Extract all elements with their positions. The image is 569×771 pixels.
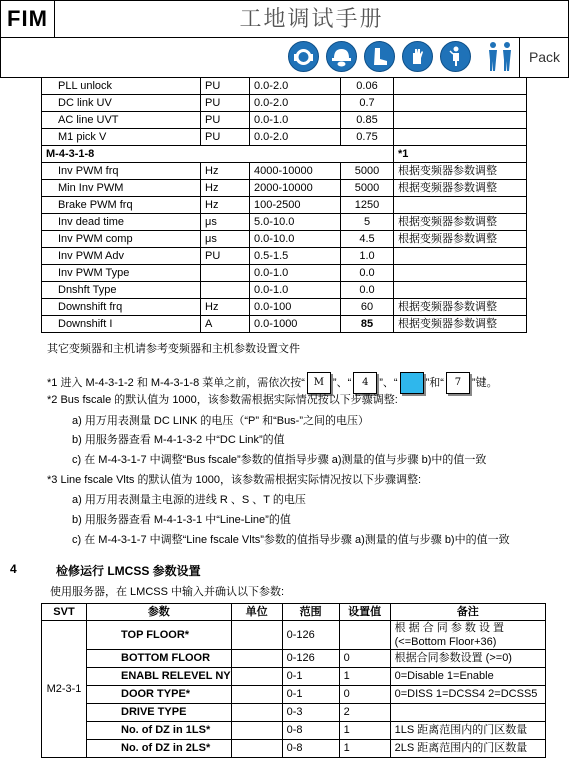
param-note-cell: 根据变频器参数调整 [394, 214, 527, 231]
param-unit-cell: Hz [201, 180, 250, 197]
param-note-cell: 根据变频器参数调整 [394, 231, 527, 248]
note-2: *2 Bus fscale 的默认值为 1000，该参数需根据实际情况按以下步骤调整: [47, 394, 398, 406]
param-name-cell: Inv PWM frq [42, 163, 201, 180]
note-2-step-b: b) 用服务器查看 M-4-1-3-2 中“DC Link”的值 [72, 434, 285, 446]
key-blank [400, 372, 424, 394]
table-row [42, 95, 527, 112]
param-note-cell: 1LS 距离范围内的门区数量 [390, 722, 545, 740]
section-title: 检修运行 LMCSS 参数设置 [56, 564, 201, 578]
drive-parameter-table [41, 77, 527, 333]
col-header-note: 备注 [390, 604, 545, 621]
param-value-cell: 0.0 [341, 282, 394, 299]
param-unit-cell: Hz [201, 197, 250, 214]
table-row [42, 214, 527, 231]
param-name-cell: Inv PWM Type [42, 265, 201, 282]
section-note-cell: *1 [394, 146, 527, 163]
table-row [42, 197, 527, 214]
table-row [42, 668, 546, 686]
param-unit-cell: A [201, 316, 250, 333]
param-unit-cell [231, 668, 282, 686]
param-note-cell: 根据变频器参数调整 [394, 299, 527, 316]
param-range-cell: 0.0-2.0 [250, 78, 341, 95]
param-value-cell: 0 [339, 650, 390, 668]
param-name-cell: DOOR TYPE* [87, 686, 232, 704]
param-unit-cell [231, 704, 282, 722]
param-name-cell: Inv PWM comp [42, 231, 201, 248]
param-value-cell: 1 [339, 668, 390, 686]
col-header-unit: 单位 [231, 604, 282, 621]
param-range-cell: 2000-10000 [250, 180, 341, 197]
param-unit-cell [231, 650, 282, 668]
table-row [42, 129, 527, 146]
param-note-cell: 0=DISS 1=DCSS4 2=DCSS5 [390, 686, 545, 704]
gloves-icon [402, 41, 433, 72]
safety-boots-icon [364, 41, 395, 72]
param-name-cell: PLL unlock [42, 78, 201, 95]
param-name-cell: Dnshft Type [42, 282, 201, 299]
col-header-svt: SVT [42, 604, 87, 621]
param-name-cell: Inv dead time [42, 214, 201, 231]
param-note-cell [394, 129, 527, 146]
param-range-cell: 0.0-1.0 [250, 112, 341, 129]
param-note-cell: 根据变频器参数调整 [394, 163, 527, 180]
param-range-cell: 0-1 [282, 686, 339, 704]
param-range-cell: 0.5-1.5 [250, 248, 341, 265]
param-range-cell: 0-8 [282, 740, 339, 758]
param-note-cell [394, 78, 527, 95]
param-value-cell: 0.75 [341, 129, 394, 146]
param-value-cell: 1.0 [341, 248, 394, 265]
param-value-cell: 60 [341, 299, 394, 316]
param-name-cell: No. of DZ in 1LS* [87, 722, 232, 740]
table-row [42, 231, 527, 248]
key-m: M [307, 372, 331, 394]
param-note-cell: 根据合同参数设置 (>=0) [390, 650, 545, 668]
param-unit-cell [231, 740, 282, 758]
col-header-range: 范围 [282, 604, 339, 621]
param-value-cell: 1 [339, 740, 390, 758]
pack-label: Pack [519, 38, 569, 77]
note-line: 根 据 合 同 参 数 设 置 [394, 622, 505, 634]
param-value-cell [339, 621, 390, 650]
param-range-cell: 5.0-10.0 [250, 214, 341, 231]
param-range-cell: 0-1 [282, 668, 339, 686]
hard-hat-icon [326, 41, 357, 72]
note-1 [47, 372, 498, 394]
col-header-value: 设置值 [339, 604, 390, 621]
note-3: *3 Line fscale Vlts 的默认值为 1000，该参数需根据实际情况按以下步骤调整: [47, 474, 422, 486]
param-name-cell: Downshift I [42, 316, 201, 333]
table-row [42, 163, 527, 180]
param-note-cell: 0=Disable 1=Enable [390, 668, 545, 686]
param-unit-cell: PU [201, 129, 250, 146]
param-note-cell [394, 197, 527, 214]
table-row [42, 621, 546, 650]
svt-cell: M2-3-1 [42, 621, 87, 758]
param-name-cell: Inv PWM Adv [42, 248, 201, 265]
note-2-step-a: a) 用万用表测量 DC LINK 的电压（“P” 和“Bus-”之间的电压） [72, 415, 370, 427]
param-value-cell: 1250 [341, 197, 394, 214]
param-value-cell: 5000 [341, 163, 394, 180]
param-name-cell: No. of DZ in 2LS* [87, 740, 232, 758]
col-header-param: 参数 [87, 604, 232, 621]
param-name-cell: TOP FLOOR* [87, 621, 232, 650]
param-value-cell: 2 [339, 704, 390, 722]
note-1-end: ”键。 [471, 377, 498, 389]
section-number: 4 [10, 562, 17, 576]
param-note-cell [394, 248, 527, 265]
harness-icon [440, 41, 471, 72]
param-range-cell: 0-126 [282, 621, 339, 650]
key-4: 4 [353, 372, 377, 394]
header-icon-bar [1, 38, 568, 77]
param-range-cell: 100-2500 [250, 197, 341, 214]
param-name-cell: Brake PWM frq [42, 197, 201, 214]
table-header-row [42, 604, 546, 621]
note-1-text: *1 进入 M-4-3-1-2 和 M-4-3-1-8 菜单之前，需依次按“ [47, 377, 305, 389]
param-note-cell [394, 95, 527, 112]
param-unit-cell: PU [201, 95, 250, 112]
workers-icon [485, 40, 515, 72]
param-unit-cell [201, 282, 250, 299]
param-name-cell: AC line UVT [42, 112, 201, 129]
param-value-cell: 1 [339, 722, 390, 740]
param-note-cell: 2LS 距离范围内的门区数量 [390, 740, 545, 758]
param-value-cell: 0.0 [341, 265, 394, 282]
table-row [42, 78, 527, 95]
table-row [42, 265, 527, 282]
note-1-sep: ”、“ [332, 377, 352, 389]
param-note-cell [394, 282, 527, 299]
section-intro: 使用服务器，在 LMCSS 中输入并确认以下参数: [50, 586, 285, 598]
param-range-cell: 0.0-10.0 [250, 231, 341, 248]
param-range-cell: 0.0-1.0 [250, 265, 341, 282]
param-unit-cell [231, 621, 282, 650]
lmcss-parameter-table [41, 603, 546, 758]
param-value-cell: 0.7 [341, 95, 394, 112]
param-value-cell: 4.5 [341, 231, 394, 248]
table-row [42, 282, 527, 299]
param-value-cell: 0 [339, 686, 390, 704]
param-range-cell: 4000-10000 [250, 163, 341, 180]
param-note-cell [394, 112, 527, 129]
param-unit-cell [231, 686, 282, 704]
param-range-cell: 0-8 [282, 722, 339, 740]
param-note-cell [390, 704, 545, 722]
note-3-step-a: a) 用万用表测量主电源的进线 R 、S 、T 的电压 [72, 494, 306, 506]
ear-protection-icon [288, 41, 319, 72]
param-unit-cell: PU [201, 112, 250, 129]
note-line: (<=Bottom Floor+36) [394, 636, 497, 648]
param-value-cell: 0.06 [341, 78, 394, 95]
param-name-cell: DC link UV [42, 95, 201, 112]
param-note-cell [390, 621, 545, 650]
page-header [0, 0, 569, 78]
param-range-cell: 0.0-100 [250, 299, 341, 316]
table-row [42, 740, 546, 758]
param-value-cell: 5 [341, 214, 394, 231]
note-1-sep: ”、“ [379, 377, 398, 389]
param-unit-cell: PU [201, 78, 250, 95]
table-row [42, 180, 527, 197]
table-row [42, 686, 546, 704]
table-row [42, 248, 527, 265]
param-name-cell: Downshift frq [42, 299, 201, 316]
param-range-cell: 0.0-2.0 [250, 129, 341, 146]
param-value-cell: 0.85 [341, 112, 394, 129]
table-row [42, 722, 546, 740]
param-note-cell [394, 265, 527, 282]
param-note-cell: 根据变频器参数调整 [394, 180, 527, 197]
param-range-cell: 0.0-2.0 [250, 95, 341, 112]
table-row [42, 112, 527, 129]
param-range-cell: 0.0-1000 [250, 316, 341, 333]
section-label-cell: M-4-3-1-8 [42, 146, 394, 163]
param-unit-cell: μs [201, 231, 250, 248]
table-row [42, 299, 527, 316]
param-unit-cell [201, 265, 250, 282]
param-range-cell: 0-126 [282, 650, 339, 668]
note-3-step-c: c) 在 M-4-3-1-7 中调整“Line fscale Vlts”参数的值指导步骤 a)测量的值与步骤 b)中的值一致 [72, 534, 510, 546]
other-drives-note: 其它变频器和主机请参考变频器和主机参数设置文件 [47, 343, 300, 355]
key-7: 7 [446, 372, 470, 394]
company-logo: FIM [1, 1, 55, 38]
param-name-cell: M1 pick V [42, 129, 201, 146]
param-unit-cell: Hz [201, 163, 250, 180]
note-2-step-c: c) 在 M-4-3-1-7 中调整“Bus fscale”参数的值指导步骤 a)测量的值与步骤 b)中的值一致 [72, 454, 487, 466]
param-unit-cell: Hz [201, 299, 250, 316]
table-row [42, 704, 546, 722]
param-unit-cell: μs [201, 214, 250, 231]
param-name-cell: Min Inv PWM [42, 180, 201, 197]
table-row [42, 650, 546, 668]
note-1-sep: ”和“ [425, 377, 444, 389]
param-unit-cell: PU [201, 248, 250, 265]
section-row [42, 146, 527, 163]
table-row [42, 316, 527, 333]
param-value-cell: 85 [341, 316, 394, 333]
param-unit-cell [231, 722, 282, 740]
note-3-step-b: b) 用服务器查看 M-4-1-3-1 中“Line-Line”的值 [72, 514, 291, 526]
param-name-cell: BOTTOM FLOOR [87, 650, 232, 668]
param-note-cell: 根据变频器参数调整 [394, 316, 527, 333]
document-title: 工地调试手册 [55, 1, 568, 38]
param-name-cell: DRIVE TYPE [87, 704, 232, 722]
param-range-cell: 0-3 [282, 704, 339, 722]
param-range-cell: 0.0-1.0 [250, 282, 341, 299]
param-name-cell: ENABL RELEVEL NY [87, 668, 232, 686]
param-value-cell: 5000 [341, 180, 394, 197]
